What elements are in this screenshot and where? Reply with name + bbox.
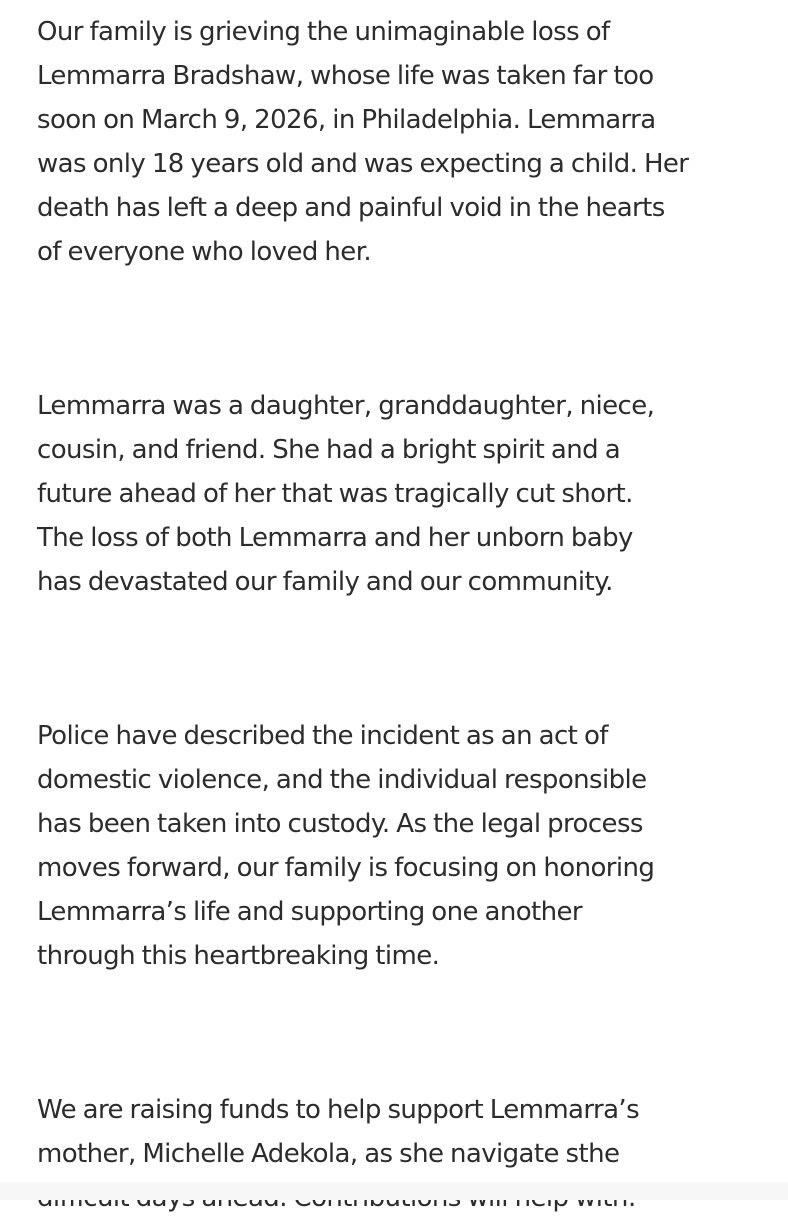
text-line: mother, Michelle Adekola, as she navigate sthe: [37, 1139, 620, 1169]
bottom-edge: [0, 1182, 788, 1200]
paragraph-loss: [37, 10, 767, 274]
text-line: The loss of both Lemmarra and her unborn baby: [37, 523, 633, 553]
text-line: soon on March 9, 2026, in Philadelphia. Lemmarra: [37, 105, 656, 135]
text-line: cousin, and friend. She had a bright spirit and a: [37, 435, 621, 465]
paragraph-spacer: [37, 604, 767, 714]
text-line: through this heartbreaking time.: [37, 941, 440, 971]
paragraph-police: [37, 714, 767, 978]
text-line: has devastated our family and our community.: [37, 567, 613, 597]
text-line: We are raising funds to help support Lemmarra’s: [37, 1095, 640, 1125]
text-line: Lemmarra Bradshaw, whose life was taken far too: [37, 61, 654, 91]
paragraph-spacer: [37, 978, 767, 1088]
text-line: future ahead of her that was tragically cut short.: [37, 479, 633, 509]
text-line: domestic violence, and the individual responsible: [37, 765, 647, 795]
story-text: [37, 10, 767, 1220]
text-line: death has left a deep and painful void in the hearts: [37, 193, 665, 223]
text-line: Lemmarra’s life and supporting one another: [37, 897, 582, 927]
paragraph-family: [37, 384, 767, 604]
text-line: Police have described the incident as an act of: [37, 721, 608, 751]
text-line: Our family is grieving the unimaginable loss of: [37, 17, 610, 47]
text-line: has been taken into custody. As the legal process: [37, 809, 643, 839]
text-line: was only 18 years old and was expecting a child. Her: [37, 149, 689, 179]
paragraph-spacer: [37, 274, 767, 384]
text-line: of everyone who loved her.: [37, 237, 372, 267]
text-line: Lemmarra was a daughter, granddaughter, niece,: [37, 391, 655, 421]
text-line: moves forward, our family is focusing on honoring: [37, 853, 655, 883]
paragraph-fundraising: [37, 1088, 767, 1220]
